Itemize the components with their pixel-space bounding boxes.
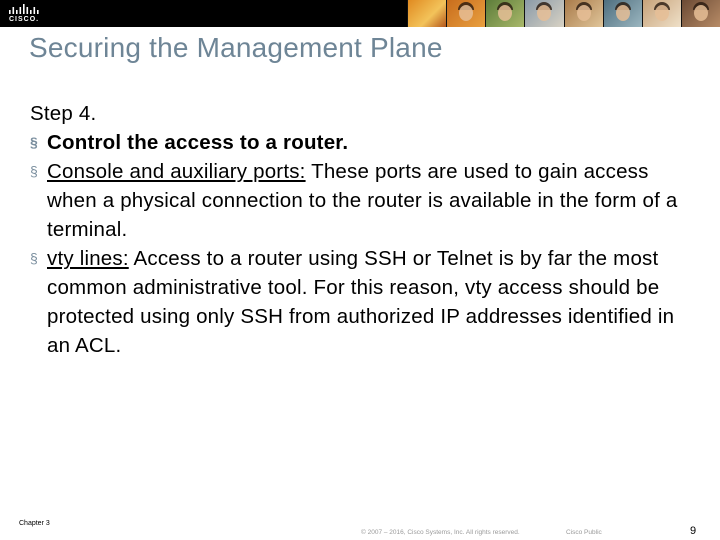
footer-classification: Cisco Public — [566, 529, 602, 536]
person-photo-6 — [603, 0, 642, 27]
bullet-control-access — [30, 128, 700, 157]
bullet-mark: § — [30, 134, 38, 150]
person-photo-4 — [524, 0, 563, 27]
cisco-logo — [8, 4, 42, 24]
bullet-console-aux-ports — [30, 157, 700, 244]
slide-title: Securing the Management Plane — [29, 32, 443, 63]
person-photo-8 — [681, 0, 720, 27]
person-photo-1 — [407, 0, 446, 27]
person-photo-3 — [485, 0, 524, 27]
bullet-text: Access to a router using SSH or Telnet is by far the most common administrative tool. For this reason, vty access should be protected using only SSH from authorized IP addresses identified in an ACL. — [47, 247, 675, 357]
bullet-text: These ports are used to gain access when a physical connection to the router is available in the form of a terminal. — [47, 160, 678, 241]
bullet-mark: § — [30, 163, 38, 179]
footer-chapter: Chapter 3 — [19, 520, 50, 527]
page-number: 9 — [690, 525, 697, 537]
person-photo-7 — [642, 0, 681, 27]
cisco-bridge-icon — [8, 4, 42, 15]
person-photo-5 — [564, 0, 603, 27]
slide-body — [30, 99, 700, 360]
cisco-wordmark: CISCO. — [9, 16, 40, 23]
person-photo-2 — [446, 0, 485, 27]
bullet-mark: § — [30, 250, 38, 266]
bullet-text: Control the access to a router. — [47, 131, 349, 154]
header-photo-strip — [407, 0, 720, 27]
bullet-lead: vty lines: — [47, 247, 129, 270]
bullet-lead: Console and auxiliary ports: — [47, 160, 306, 183]
footer-copyright: © 2007 – 2016, Cisco Systems, Inc. All rights reserved. — [361, 529, 520, 536]
bullet-vty-lines — [30, 244, 700, 360]
step-label: Step 4. — [30, 102, 97, 125]
header-bar — [0, 0, 720, 27]
